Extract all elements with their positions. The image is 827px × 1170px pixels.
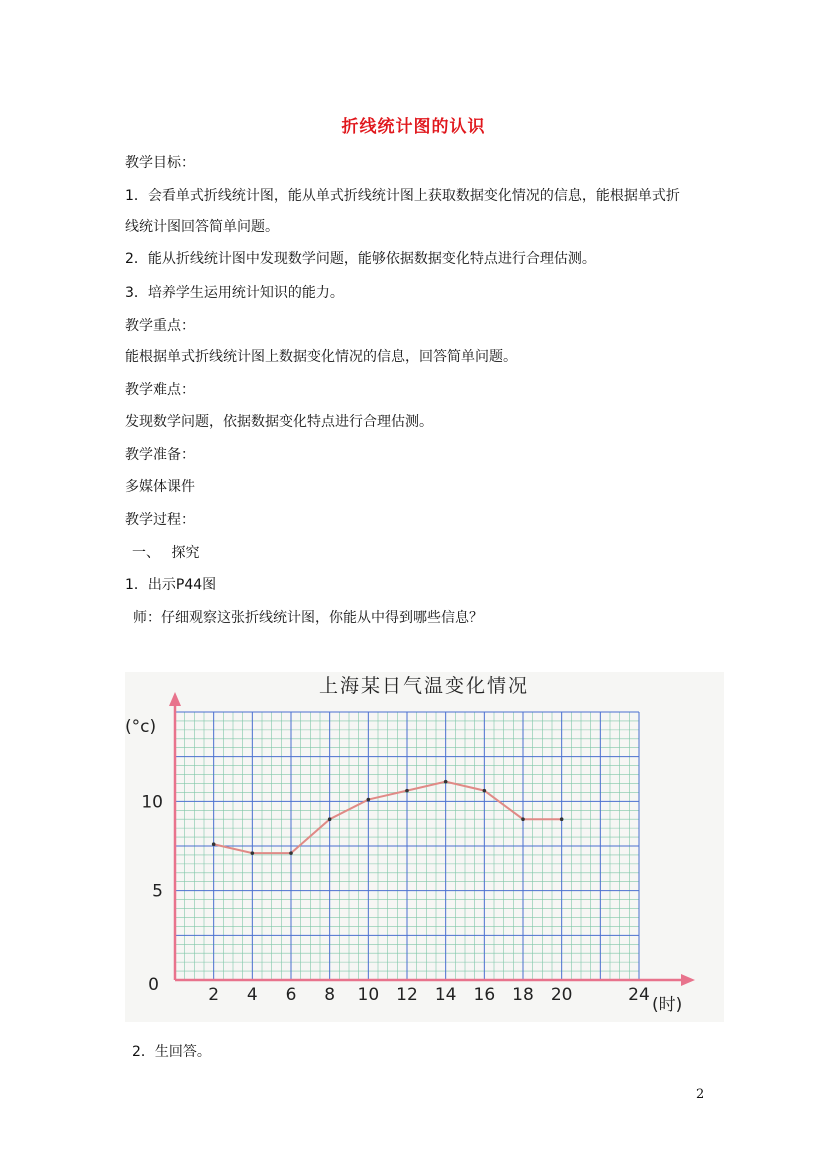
text-line: 1．出示P44图 xyxy=(125,577,217,593)
x-axis-label: (时) xyxy=(652,995,683,1015)
data-point xyxy=(328,817,332,821)
data-point xyxy=(405,789,409,793)
data-point xyxy=(212,842,216,846)
x-tick-label: 14 xyxy=(434,985,457,1005)
text-line: 一、 探究 xyxy=(132,545,200,561)
text-line: 1．会看单式折线统计图，能从单式折线统计图上获取数据变化情况的信息，能根据单式折 xyxy=(125,188,680,204)
text-line: 教学目标： xyxy=(125,155,195,171)
y-axis-arrow xyxy=(169,692,181,706)
data-point xyxy=(289,851,293,855)
text-line: 发现数学问题，依据数据变化特点进行合理估测。 xyxy=(125,414,433,430)
data-point xyxy=(560,817,564,821)
x-axis-arrow xyxy=(681,974,695,986)
x-tick-label: 18 xyxy=(512,985,534,1005)
text-line: 能根据单式折线统计图上数据变化情况的信息，回答简单问题。 xyxy=(125,349,517,365)
text-line: 2．能从折线统计图中发现数学问题，能够依据数据变化特点进行合理估测。 xyxy=(125,251,596,267)
x-tick-label: 10 xyxy=(357,985,380,1005)
text-line: 教学过程： xyxy=(125,512,195,528)
x-tick-label: 6 xyxy=(285,985,297,1005)
x-tick-label: 12 xyxy=(396,985,418,1005)
data-point xyxy=(444,780,448,784)
document-title: 折线统计图的认识 xyxy=(341,117,486,137)
data-point xyxy=(251,851,255,855)
data-point xyxy=(483,789,487,793)
y-tick-label: 5 xyxy=(152,881,163,902)
text-line: 多媒体课件 xyxy=(125,479,195,495)
data-point xyxy=(367,798,371,802)
y-axis-label: (°c) xyxy=(125,717,157,737)
temperature-line-chart xyxy=(125,672,724,1022)
x-tick-label: 4 xyxy=(246,985,258,1005)
text-line: 教学难点： xyxy=(125,382,195,398)
text-line: 教学重点： xyxy=(125,318,195,334)
x-tick-label: 8 xyxy=(324,985,336,1005)
x-tick-label: 24 xyxy=(628,985,650,1005)
page-number: 2 xyxy=(696,1087,705,1102)
chart-svg xyxy=(125,672,724,1022)
text-line: 教学准备： xyxy=(125,447,195,463)
x-tick-label: 20 xyxy=(550,985,573,1005)
x-tick-label: 16 xyxy=(473,985,496,1005)
text-line: 师：仔细观察这张折线统计图，你能从中得到哪些信息？ xyxy=(133,610,483,626)
chart-title: 上海某日气温变化情况 xyxy=(318,675,530,697)
text-line: 线统计图回答简单问题。 xyxy=(125,219,279,235)
text-line: 2．生回答。 xyxy=(132,1044,211,1060)
data-point xyxy=(521,817,525,821)
y-tick-label: 10 xyxy=(141,792,163,813)
y-tick-label: 0 xyxy=(148,975,159,995)
x-tick-label: 2 xyxy=(208,985,220,1005)
text-line: 3．培养学生运用统计知识的能力。 xyxy=(125,285,344,301)
